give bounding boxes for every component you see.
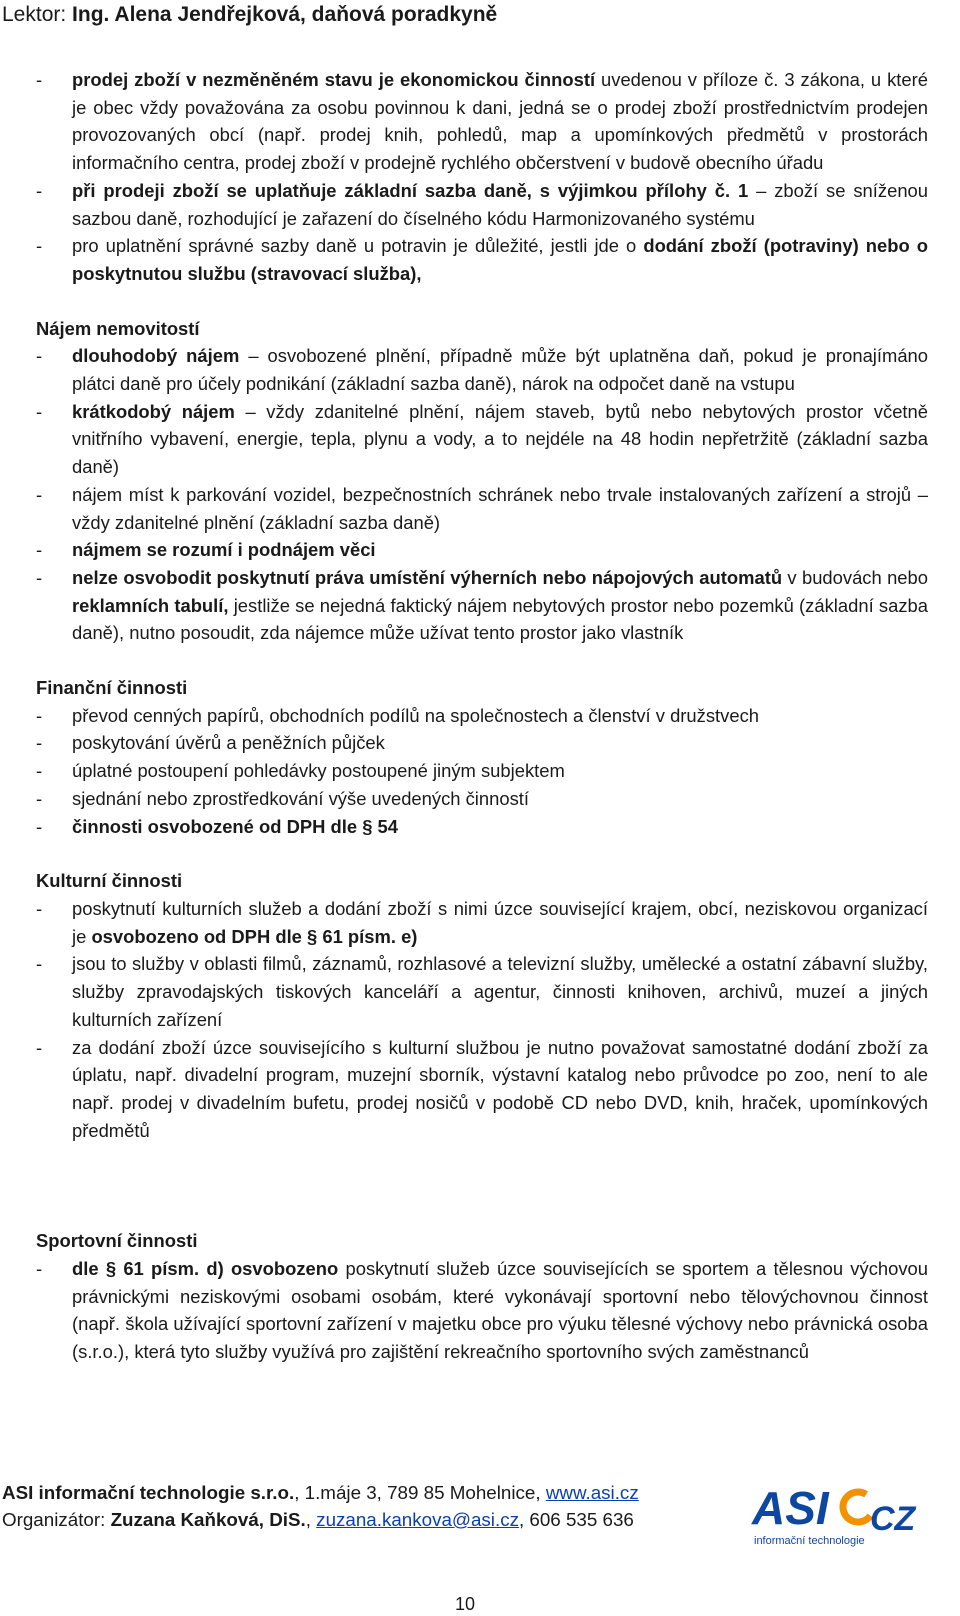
text-run: – vždy zdanitelné plnění, nájem staveb, bytů nebo nebytových prostor včetně vnitřního vybavení, energie, tepla, plynu a vody, a to nejdéle na 48 hodin nepřetržitě (základní sazba daně) (72, 400, 928, 478)
bold-text: dlouhodobý nájem (72, 345, 240, 367)
bullet-dash: - (36, 1036, 43, 1058)
section-title: Kulturní činnosti (36, 870, 183, 892)
list-item (36, 1034, 928, 1145)
bullet-dash: - (36, 345, 43, 367)
text-run: pro uplatnění správné sazby daně u potravin je důležité, jestli jde o (72, 235, 644, 257)
section-title: Nájem nemovitostí (36, 317, 200, 339)
bold-text: krátkodobý nájem (72, 400, 235, 422)
bold-text: reklamních tabulí, (72, 594, 229, 616)
text-run: úplatné postoupení pohledávky postoupené jiným subjektem (72, 760, 565, 782)
text-run: poskytnutí kulturních služeb a dodání zboží s nimi úzce související krajem, obcí, neziskovou organizací je (72, 897, 928, 947)
bold-text: činnosti osvobozené od DPH dle § 54 (72, 815, 398, 837)
bold-text: dle § 61 písm. d) osvobozeno (72, 1258, 339, 1280)
section-title: Sportovní činnosti (36, 1230, 198, 1252)
list-item (36, 729, 928, 757)
bullet-dash: - (36, 1258, 43, 1280)
list-item (36, 757, 928, 785)
footer-website-link[interactable]: www.asi.cz (545, 1482, 639, 1503)
list-item-text (72, 1034, 928, 1145)
list-item (36, 950, 928, 1033)
bullet-dash: - (36, 897, 43, 919)
bold-text: nelze osvobodit poskytnutí práva umístění výherních nebo nápojových automatů (72, 566, 783, 588)
list-item-text (72, 1255, 928, 1366)
list-item-text (72, 232, 928, 287)
list-item-text (72, 895, 928, 950)
text-run: uvedenou v příloze č. 3 zákona, u které je obec vždy považována za osobu povinnou k dani, jedná se o prodej zboží prostřednictvím prodejen provozovaných obcí (např. prodej knih, pohledů, map a upomínkových předmětů v prostorách informačního centra, prodej zboží v prodejně rychlého občerstvení v budově obecního úřadu (72, 69, 928, 174)
list-item-text (72, 66, 928, 177)
text-run: – osvobozené plnění, případně může být uplatněna daň, pokud je pronajímáno plátci daně pro účely podnikání (základní sazba daně), nárok na odpočet daně na vstupu (72, 345, 929, 395)
text-run: poskytování úvěrů a peněžních půjček (72, 732, 385, 754)
bullet-dash: - (36, 953, 43, 975)
list-item-text (72, 177, 928, 232)
footer-separator: , (305, 1509, 317, 1530)
bullet-dash: - (36, 704, 43, 726)
list-item-text (72, 813, 928, 841)
footer-company: ASI informační technologie s.r.o. (2, 1482, 295, 1503)
list-item-text (72, 950, 928, 1033)
list-item (36, 564, 928, 647)
asi-logo (752, 1478, 916, 1550)
bullet-dash: - (36, 235, 43, 257)
bullet-dash: - (36, 787, 43, 809)
list-item-text (72, 481, 928, 536)
list-item (36, 66, 928, 177)
lector-line (2, 2, 497, 28)
text-run: jsou to služby v oblasti filmů, záznamů, rozhlasové a televizní služby, umělecké a ostatní zábavní služby, služby zpravodajských tiskových kanceláří a agentur, činnosti knihoven, archivů, muzeí a jiných kulturních zařízení (72, 953, 928, 1030)
text-run: v budovách nebo (782, 566, 928, 588)
list-item (36, 342, 928, 397)
list-item-text (72, 398, 928, 481)
bullet-dash: - (36, 400, 43, 422)
footer-email-link[interactable]: zuzana.kankova@asi.cz (316, 1509, 519, 1530)
bullet-dash: - (36, 483, 43, 505)
bullet-dash: - (36, 760, 43, 782)
list-item (36, 813, 928, 841)
list-item (36, 895, 928, 950)
logo-wordmark: ASI (752, 1482, 829, 1534)
page-number: 10 (454, 1594, 476, 1614)
bold-text: osvobozeno od DPH dle § 61 písm. e) (91, 925, 418, 947)
text-run: za dodání zboží úzce souvisejícího s kulturní službou je nutno považovat samostatné dodání zboží za úplatu, např. divadelní program, muzejní sborník, výstavní katalog nebo průvodce po zoo, není to ale např. prodej v divadelním bufetu, prodej nosičů v podobě CD nebo DVD, knih, hraček, upomínkových předmětů (72, 1036, 928, 1141)
footer-organizer-label: Organizátor: (2, 1509, 111, 1530)
text-run: poskytnutí služeb úzce souvisejících se sportem a tělesnou výchovou právnickými neziskovými osobami osobám, které vykonávají sportovní nebo tělovýchovnou činnost (např. škola užívající sportovní zařízení v majetku obce pro výuku tělesné výchovy nebo právnická osoba (s.r.o.), která tyto služby využívá pro zajištění rekreačního sportovního svých zaměstnanců (72, 1258, 928, 1363)
bold-text: prodej zboží v nezměněném stavu je ekonomickou činností (72, 69, 596, 90)
list-item-text (72, 785, 928, 813)
logo-tagline: informační technologie (754, 1535, 865, 1547)
bullet-dash: - (36, 179, 43, 201)
footer-organizer-line (2, 1507, 634, 1533)
footer-phone: , 606 535 636 (518, 1509, 634, 1530)
bullet-dash: - (36, 539, 43, 561)
lector-name: Ing. Alena Jendřejková, daňová poradkyně (72, 3, 498, 26)
section-title: Finanční činnosti (36, 677, 188, 699)
bullet-dash: - (36, 69, 43, 90)
footer-address: , 1.máje 3, 789 85 Mohelnice, (294, 1482, 546, 1503)
list-item-text (72, 729, 928, 757)
list-item-text (72, 342, 928, 397)
list-item (36, 232, 928, 287)
bold-text: při prodeji zboží se uplatňuje základní sazba daně, s výjimkou přílohy č. 1 (72, 179, 749, 201)
list-item (36, 536, 928, 564)
list-item (36, 398, 928, 481)
list-item (36, 177, 928, 232)
text-run: převod cenných papírů, obchodních podílů na společnostech a členství v družstvech (72, 704, 760, 726)
list-item (36, 1255, 928, 1366)
footer-company-line (2, 1480, 639, 1506)
bold-text: nájmem se rozumí i podnájem věci (72, 539, 376, 561)
text-run: – zboží se sníženou sazbou daně, rozhodující je zařazení do číselného kódu Harmonizovaného systému (72, 179, 928, 229)
list-item (36, 481, 928, 536)
bold-text: dodání zboží (potraviny) nebo o poskytnutou službu (stravovací služba), (72, 235, 928, 284)
lector-label: Lektor: (2, 3, 67, 26)
bullet-dash: - (36, 815, 43, 837)
list-item-text (72, 757, 928, 785)
document-body (36, 66, 928, 1366)
bullet-dash: - (36, 566, 43, 588)
logo-suffix: CZ (870, 1500, 916, 1538)
list-item-text (72, 536, 928, 564)
bullet-dash: - (36, 732, 43, 754)
text-run: sjednání nebo zprostředkování výše uvedených činností (72, 787, 529, 809)
text-run: jestliže se nejedná faktický nájem nebytových prostor nebo pozemků (základní sazba daně), nutno posoudit, zda nájemce může užívat tento prostor jako vlastník (72, 594, 928, 644)
list-item-text (72, 564, 928, 647)
list-item (36, 785, 928, 813)
list-item (36, 702, 928, 730)
list-item-text (72, 702, 928, 730)
footer-organizer-name: Zuzana Kaňková, DiS. (110, 1509, 306, 1530)
text-run: nájem míst k parkování vozidel, bezpečnostních schránek nebo trvale instalovaných zařízení a strojů – vždy zdanitelné plnění (základní sazba daně) (72, 483, 928, 533)
